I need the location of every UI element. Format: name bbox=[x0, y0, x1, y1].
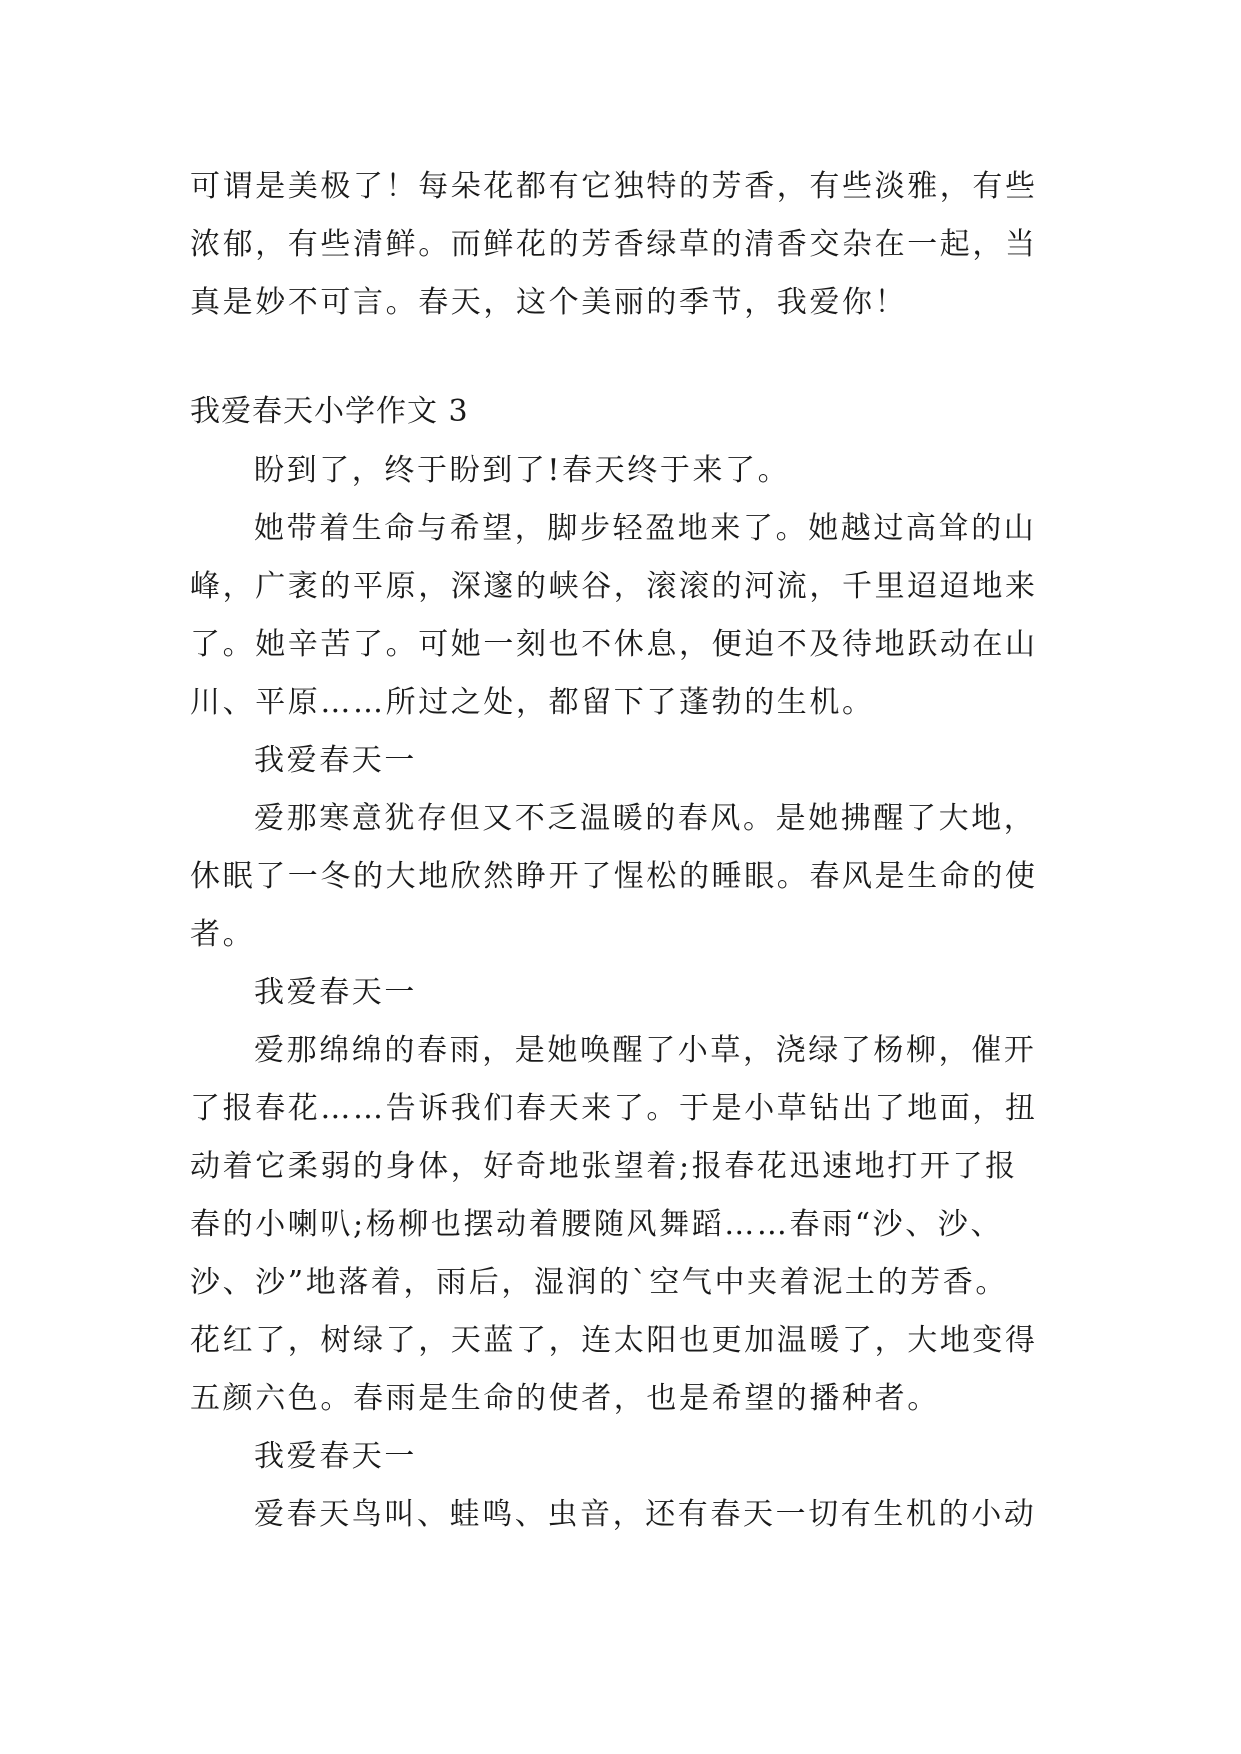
paragraph bbox=[190, 964, 1052, 1022]
text-line: 动着它柔弱的身体，好奇地张望着;报春花迅速地打开了报 bbox=[190, 1149, 1018, 1184]
subheading-line: 我爱春天一 bbox=[254, 975, 417, 1010]
paragraph bbox=[190, 500, 1052, 732]
text-line: 沙、沙”地落着，雨后，湿润的`空气中夹着泥土的芳香。 bbox=[190, 1265, 1008, 1300]
subheading-line: 我爱春天一 bbox=[254, 1439, 417, 1474]
text-line: 了报春花……告诉我们春天来了。于是小草钻出了地面，扭 bbox=[190, 1091, 1038, 1126]
document-body bbox=[190, 158, 1052, 1544]
text-line: 休眠了一冬的大地欣然睁开了惺松的睡眼。春风是生命的使 bbox=[190, 859, 1038, 894]
text-line: 花红了，树绿了，天蓝了，连太阳也更加温暖了，大地变得 bbox=[190, 1323, 1038, 1358]
section-title: 我爱春天小学作文 3 bbox=[190, 394, 469, 429]
text-line: 者。 bbox=[190, 917, 256, 952]
paragraph bbox=[190, 790, 1052, 964]
paragraph bbox=[190, 1486, 1052, 1544]
paragraph bbox=[190, 732, 1052, 790]
text-line: 盼到了，终于盼到了!春天终于来了。 bbox=[254, 453, 791, 488]
text-line: 浓郁，有些清鲜。而鲜花的芳香绿草的清香交杂在一起，当 bbox=[190, 227, 1038, 262]
subheading-line: 我爱春天一 bbox=[254, 743, 417, 778]
paragraph bbox=[190, 1428, 1052, 1486]
text-line: 春的小喇叭;杨柳也摆动着腰随风舞蹈……春雨“沙、沙、 bbox=[190, 1207, 1004, 1242]
text-line: 真是妙不可言。春天，这个美丽的季节，我爱你！ bbox=[190, 285, 908, 320]
paragraph bbox=[190, 442, 1052, 500]
text-line: 峰，广袤的平原，深邃的峡谷，滚滚的河流，千里迢迢地来 bbox=[190, 569, 1038, 604]
text-line: 她带着生命与希望，脚步轻盈地来了。她越过高耸的山 bbox=[254, 511, 1037, 546]
text-line: 川、平原……所过之处，都留下了蓬勃的生机。 bbox=[190, 685, 875, 720]
text-line: 了。她辛苦了。可她一刻也不休息，便迫不及待地跃动在山 bbox=[190, 627, 1038, 662]
text-line: 爱春天鸟叫、蛙鸣、虫音，还有春天一切有生机的小动 bbox=[254, 1497, 1037, 1532]
text-line: 爱那绵绵的春雨，是她唤醒了小草，浇绿了杨柳，催开 bbox=[254, 1033, 1037, 1068]
text-line: 五颜六色。春雨是生命的使者，也是希望的播种者。 bbox=[190, 1381, 940, 1416]
paragraph bbox=[190, 1022, 1052, 1428]
text-line: 爱那寒意犹存但又不乏温暖的春风。是她拂醒了大地， bbox=[254, 801, 1037, 836]
text-line: 可谓是美极了！每朵花都有它独特的芳香，有些淡雅，有些 bbox=[190, 169, 1038, 204]
